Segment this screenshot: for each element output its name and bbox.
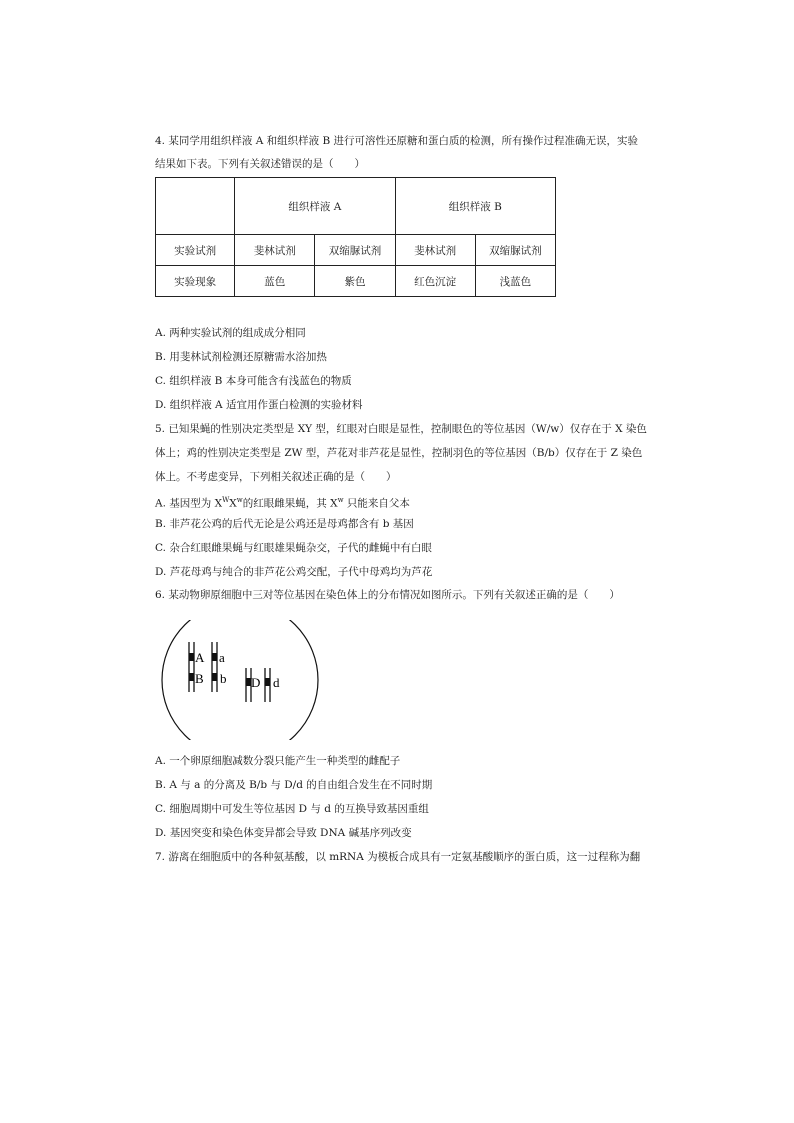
table-header-b: 组织样液 B xyxy=(395,178,555,235)
q5-option-c: C. 杂合红眼雌果蝇与红眼雄果蝇杂交，子代的雌蝇中有白眼 xyxy=(155,542,432,554)
table-cell: 蓝色 xyxy=(235,266,315,297)
q4-results-table xyxy=(155,177,556,297)
label-d: d xyxy=(273,675,280,690)
label-B: B xyxy=(195,671,204,686)
q5-stem-line1: 5. 已知果蝇的性别决定类型是 XY 型，红眼对白眼是显性，控制眼色的等位基因（W/w）仅存在于 X 染色 xyxy=(155,423,647,435)
q4-option-b: B. 用斐林试剂检测还原糖需水浴加热 xyxy=(155,351,327,363)
label-A: A xyxy=(195,650,205,665)
q6-option-d: D. 基因突变和染色体变异都会导致 DNA 碱基序列改变 xyxy=(155,827,412,839)
table-cell: 斐林试剂 xyxy=(395,235,475,266)
q5-option-d: D. 芦花母鸡与纯合的非芦花公鸡交配，子代中母鸡均为芦花 xyxy=(155,566,433,578)
table-corner-cell xyxy=(156,178,235,235)
label-b: b xyxy=(220,671,227,686)
q7-stem-line1: 7. 游离在细胞质中的各种氨基酸，以 mRNA 为模板合成具有一定氨基酸顺序的蛋白质，这一过程称为翻 xyxy=(155,851,641,863)
q5-stem-line2: 体上；鸡的性别决定类型是 ZW 型，芦花对非芦花是显性，控制羽色的等位基因（B/b）仅存在于 Z 染色 xyxy=(155,447,643,459)
table-cell: 红色沉淀 xyxy=(395,266,475,297)
table-cell: 双缩脲试剂 xyxy=(315,235,395,266)
label-a: a xyxy=(219,650,225,665)
q6-option-c: C. 细胞周期中可发生等位基因 D 与 d 的互换导致基因重组 xyxy=(155,803,429,815)
cell-outline xyxy=(162,620,318,740)
cell-chromosome-diagram xyxy=(160,620,320,740)
chromosome-ab-right xyxy=(212,642,217,692)
q6-option-b: B. A 与 a 的分离及 B/b 与 D/d 的自由组合发生在不同时期 xyxy=(155,779,433,791)
q5-option-a: A. 基因型为 $X^WX^w$的红眼雌果蝇，其 $X^w$ 只能来自父本 xyxy=(155,496,410,510)
q4-option-d: D. 组织样液 A 适宜用作蛋白检测的实验材料 xyxy=(155,399,363,411)
q6-stem: 6. 某动物卵原细胞中三对等位基因在染色体上的分布情况如图所示。下列有关叙述正确的是（ ） xyxy=(155,589,620,601)
q4-option-a: A. 两种实验试剂的组成成分相同 xyxy=(155,327,306,339)
table-header-a: 组织样液 A xyxy=(235,178,395,235)
table-row-label: 实验试剂 xyxy=(156,235,235,266)
table-row-label: 实验现象 xyxy=(156,266,235,297)
chromosome-AB-left xyxy=(189,642,194,692)
label-D: D xyxy=(251,675,261,690)
q5-stem-line3: 体上。不考虑变异，下列相关叙述正确的是（ ） xyxy=(155,471,397,483)
table-cell: 浅蓝色 xyxy=(475,266,555,297)
table-cell: 双缩脲试剂 xyxy=(475,235,555,266)
table-cell: 紫色 xyxy=(315,266,395,297)
table-cell: 斐林试剂 xyxy=(235,235,315,266)
q5-option-b: B. 非芦花公鸡的后代无论是公鸡还是母鸡都含有 b 基因 xyxy=(155,518,414,530)
q6-option-a: A. 一个卵原细胞减数分裂只能产生一种类型的雌配子 xyxy=(155,755,401,767)
chromosome-d xyxy=(265,668,270,702)
q4-stem-line1: 4. 某同学用组织样液 A 和组织样液 B 进行可溶性还原糖和蛋白质的检测，所有操作过程准确无误，实验 xyxy=(155,135,639,147)
q4-stem-line2: 结果如下表。下列有关叙述错误的是（ ） xyxy=(155,158,365,170)
q4-option-c: C. 组织样液 B 本身可能含有浅蓝色的物质 xyxy=(155,375,352,387)
